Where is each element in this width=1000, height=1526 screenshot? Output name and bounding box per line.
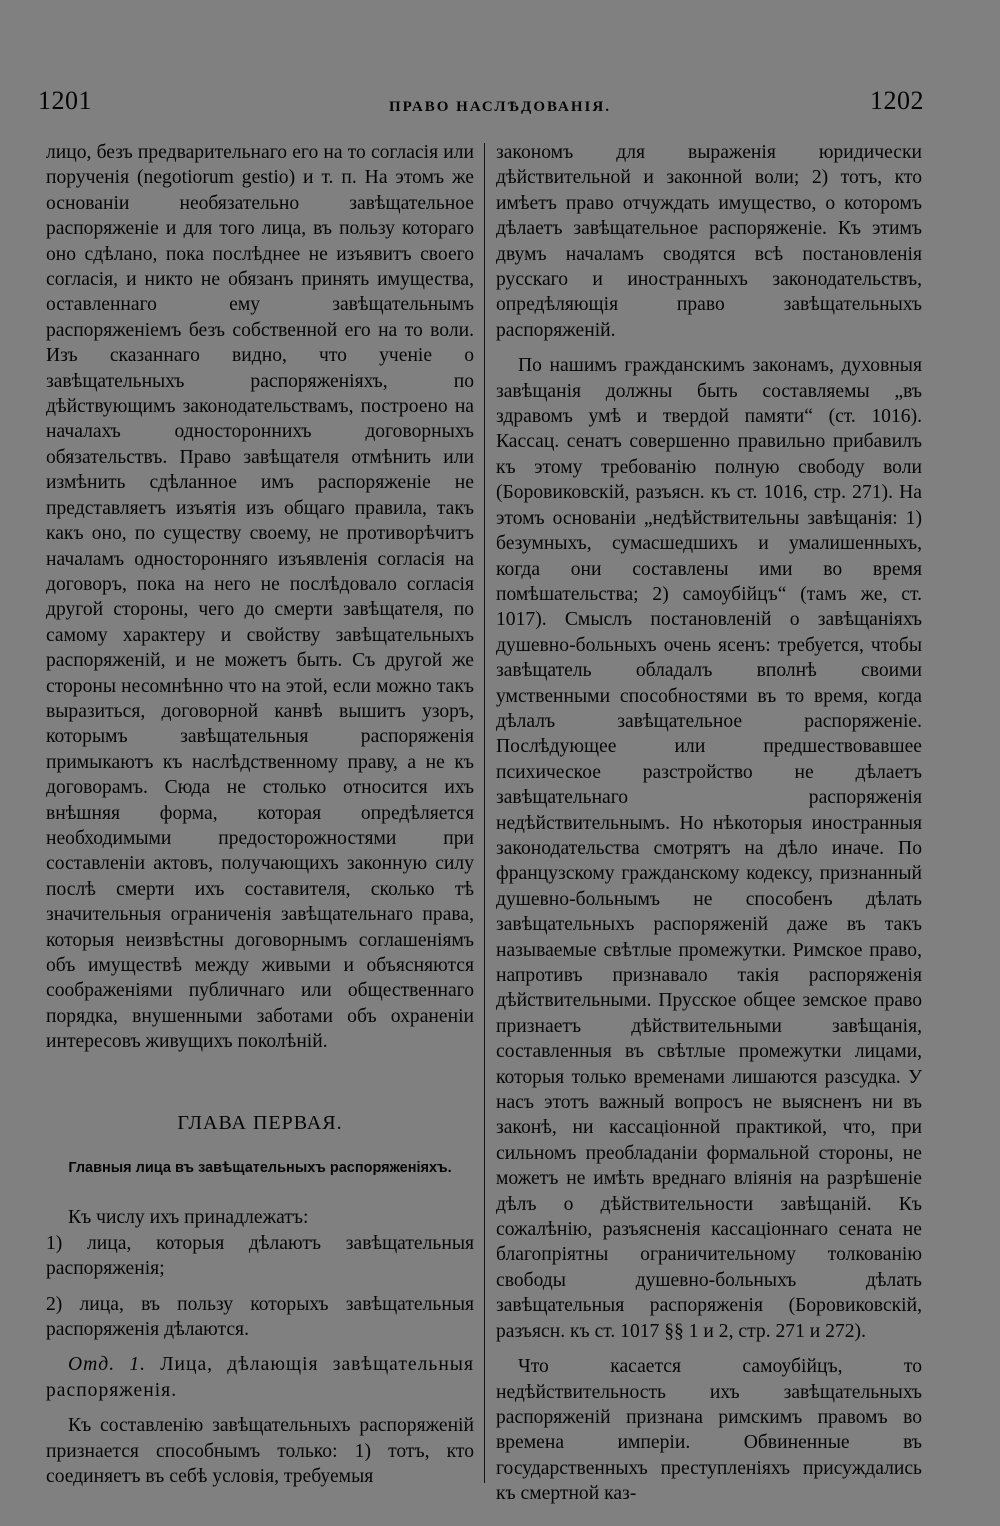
list-intro: Къ числу ихъ принадлежатъ: xyxy=(68,1207,309,1229)
right-paragraph-3: Что касается самоубійцъ, то недѣйствительность ихъ завѣщательныхъ распоряженій признана римскимъ правомъ во времена имперіи. Обвиненные въ государственныхъ преступленіяхъ присуждались къ смертной каз- xyxy=(496,1356,922,1505)
column-divider xyxy=(484,143,485,1483)
section-heading xyxy=(46,1352,474,1403)
section-title: Лица, дѣлающія завѣщательныя распоряженія. xyxy=(46,1354,474,1401)
chapter-title: ГЛАВА ПЕРВАЯ. xyxy=(177,1111,343,1134)
page-number-left: 1201 xyxy=(38,86,92,115)
left-paragraph-last: Къ составленію завѣщательныхъ распоряженій признается способнымъ только: 1) тотъ, кто соединяетъ въ себѣ условія, требуемыя xyxy=(46,1415,474,1488)
section-label: Отд. 1. xyxy=(68,1354,147,1376)
left-column xyxy=(46,140,474,1490)
left-paragraph-1: лицо, безъ предварительнаго его на то согласія или порученія (negotiorum gestio) и т. п. На этомъ же основаніи необязательно завѣщательное распоряженіе и для того лица, въ пользу котораго оно сдѣлано, пока послѣднее не изъявитъ своего согласія, и никто не обязанъ принять имущества, оставленнаго ему завѣщательнымъ распоряженіемъ безъ собственной его на то воли. Изъ сказаннаго видно, что ученіе о завѣщательныхъ распоряженіяхъ, по дѣйствующимъ законодательствамъ, построено на началахъ одностороннихъ договорныхъ обязательствъ. Право завѣщателя отмѣнить или измѣнить сдѣланное имъ распоряженіе не представляетъ изъятія изъ общаго правила, такъ какъ оно, по существу своему, не противорѣчитъ началамъ односторонняго изъявленія согласія на договоръ, пока на него не послѣдовало согласія другой стороны, чего до смерти завѣщателя, по самому характеру и свойству завѣщательныхъ распоряженій, и не можетъ быть. Съ другой же стороны несомнѣнно что на этой, если можно такъ выразиться, договорной канвѣ вышитъ узоръ, которымъ завѣщательныя распоряженія примыкаютъ къ наслѣдственному праву, а не къ договорамъ. Сюда не столько относится ихъ внѣшняя форма, которая опредѣляется необходимыми предосторожностями при составленіи актовъ, получающихъ законную силу послѣ смерти ихъ составителя, сколько тѣ значительныя ограниченія завѣщательнаго права, которыя неизвѣстны договорнымъ соглашеніямъ объ имуществѣ между живыми и объясняются соображеніями публичнаго или общественнаго порядка, внушенными заботами объ охраненіи интересовъ живущихъ поколѣній. xyxy=(46,142,474,1053)
right-paragraph-2: По нашимъ гражданскимъ законамъ, духовныя завѣщанія должны быть составляемы „въ здравомъ умѣ и твердой памяти“ (ст. 1016). Кассац. сенатъ совершенно правильно прибавилъ къ этому требованію полную свободу воли (Боровиковскій, разъясн. къ ст. 1016, стр. 271). На этомъ основаніи „недѣйствительны завѣщанія: 1) безумныхъ, сумасшедшихъ и умалишенныхъ, когда они составлены ими во время помѣшательства; 2) самоубійцъ“ (тамъ же, ст. 1017). Смыслъ постановленій о завѣщаніяхъ душевно-больныхъ очень ясенъ: требуется, чтобы завѣщатель обладалъ вполнѣ своими умственными способностями въ то время, когда дѣлалъ завѣщательное распоряженіе. Послѣдующее или предшествовавшее психическое разстройство не дѣлаетъ завѣщательнаго распоряженія недѣйствительнымъ. Но нѣкоторыя иностранныя законодательства смотрятъ на дѣло иначе. По французскому гражданскому кодексу, признанный душевно-больнымъ не способенъ дѣлать завѣщательныхъ распоряженій даже въ такъ называемые свѣтлые промежутки. Римское право, напротивъ признавало такія распоряженія дѣйствительными. Прусское общее земское право признаетъ дѣйствительными завѣщанія, составленныя въ свѣтлые промежутки лицами, которыя только временами лишаются разсудка. У насъ этотъ важный вопросъ не выясненъ ни въ законѣ, ни кассаціонной практикой, что, при сильномъ преобладаніи формальной стороны, не можетъ не имѣть вреднаго вліянія на разрѣшеніе дѣлъ о дѣйствительности завѣщаній. Къ сожалѣнію, разъясненія кассаціоннаго сената не благопріятны ограничительному толкованію свободы душевно-больныхъ дѣлать завѣщательныя распоряженія (Боровиковскій, разъясн. къ ст. 1017 §§ 1 и 2, стр. 271 и 272). xyxy=(496,355,922,1342)
chapter-subheading: Главныя лица въ завѣщательныхъ распоряженіяхъ. xyxy=(68,1160,452,1177)
list-item-2: 2) лица, въ пользу которыхъ завѣщательныя распоряженія дѣлаются. xyxy=(46,1293,474,1341)
right-column xyxy=(496,140,922,1507)
list-item-1: 1) лица, которыя дѣлаютъ завѣщательныя распоряженія; xyxy=(46,1232,474,1280)
page-number-right: 1202 xyxy=(870,86,924,115)
running-title: ПРАВО НАСЛѢДОВАНІЯ. xyxy=(389,99,611,115)
right-paragraph-1: закономъ для выраженія юридически дѣйствительной и законной воли; 2) тотъ, кто имѣетъ право отчуждать имущество, о которомъ дѣлаетъ завѣщательное распоряженіе. Къ этимъ двумъ началамъ сводятся всѣ постановленія русскаго и иностранныхъ законодательствъ, опредѣляющія право завѣщательныхъ распоряженій. xyxy=(496,142,922,341)
